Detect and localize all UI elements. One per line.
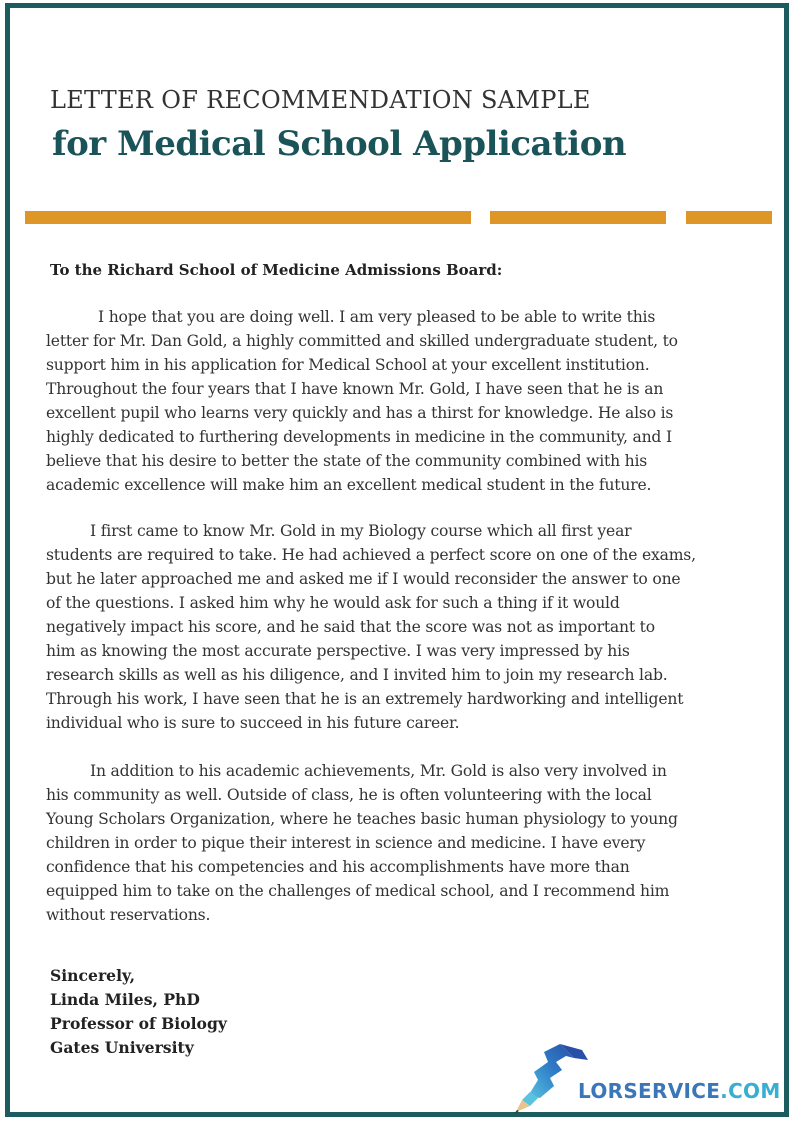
letter-paragraph-3 bbox=[46, 759, 756, 927]
paragraph-line: individual who is sure to succeed in his future career. bbox=[46, 714, 460, 732]
paragraph-line: excellent pupil who learns very quickly and has a thirst for knowledge. He also is bbox=[46, 404, 674, 422]
paragraph-line: but he later approached me and asked me if I would reconsider the answer to one bbox=[46, 570, 681, 588]
accent-bar-2 bbox=[490, 211, 666, 224]
paragraph-line: In addition to his academic achievements, Mr. Gold is also very involved in bbox=[90, 762, 667, 780]
paragraph-line: I hope that you are doing well. I am very pleased to be able to write this bbox=[98, 308, 656, 326]
accent-bar-3 bbox=[686, 211, 772, 224]
logo-text bbox=[578, 1079, 781, 1103]
paragraph-line: him as knowing the most accurate perspective. I was very impressed by his bbox=[46, 642, 630, 660]
logo-text-suffix: .COM bbox=[720, 1079, 781, 1103]
paragraph-line: research skills as well as his diligence, and I invited him to join my research lab. bbox=[46, 666, 668, 684]
pencil-ribbon-icon bbox=[508, 1040, 598, 1116]
paragraph-line: students are required to take. He had achieved a perfect score on one of the exams, bbox=[46, 546, 696, 564]
paragraph-line: equipped him to take on the challenges of medical school, and I recommend him bbox=[46, 882, 670, 900]
paragraph-line: support him in his application for Medical School at your excellent institution. bbox=[46, 356, 650, 374]
paragraph-line: letter for Mr. Dan Gold, a highly committed and skilled undergraduate student, to bbox=[46, 332, 678, 350]
paragraph-line: without reservations. bbox=[46, 906, 211, 924]
signature-title: Professor of Biology bbox=[50, 1014, 227, 1033]
document-title-top: LETTER OF RECOMMENDATION SAMPLE bbox=[50, 86, 591, 114]
signature-institution: Gates University bbox=[50, 1038, 194, 1057]
paragraph-line: I first came to know Mr. Gold in my Biology course which all first year bbox=[90, 522, 632, 540]
accent-bar-1 bbox=[25, 211, 471, 224]
paragraph-line: of the questions. I asked him why he would ask for such a thing if it would bbox=[46, 594, 620, 612]
signature-closing: Sincerely, bbox=[50, 966, 135, 985]
paragraph-line: Young Scholars Organization, where he teaches basic human physiology to young bbox=[46, 810, 678, 828]
paragraph-line: highly dedicated to furthering developments in medicine in the community, and I bbox=[46, 428, 672, 446]
lorservice-logo bbox=[508, 1040, 781, 1115]
signature-block bbox=[50, 964, 227, 1060]
paragraph-line: academic excellence will make him an excellent medical student in the future. bbox=[46, 476, 652, 494]
letter-paragraph-1 bbox=[46, 305, 756, 497]
paragraph-line: Throughout the four years that I have known Mr. Gold, I have seen that he is an bbox=[46, 380, 664, 398]
paragraph-line: children in order to pique their interest in science and medicine. I have every bbox=[46, 834, 646, 852]
document-title-main: for Medical School Application bbox=[52, 124, 627, 164]
letter-paragraph-2 bbox=[46, 519, 756, 735]
paragraph-line: negatively impact his score, and he said that the score was not as important to bbox=[46, 618, 655, 636]
paragraph-line: his community as well. Outside of class, he is often volunteering with the local bbox=[46, 786, 652, 804]
paragraph-line: Through his work, I have seen that he is an extremely hardworking and intelligent bbox=[46, 690, 684, 708]
letter-salutation: To the Richard School of Medicine Admissions Board: bbox=[50, 261, 503, 279]
logo-text-main: LORSERVICE bbox=[578, 1079, 721, 1103]
signature-name: Linda Miles, PhD bbox=[50, 990, 200, 1009]
paragraph-line: confidence that his competencies and his accomplishments have more than bbox=[46, 858, 630, 876]
paragraph-line: believe that his desire to better the state of the community combined with his bbox=[46, 452, 648, 470]
